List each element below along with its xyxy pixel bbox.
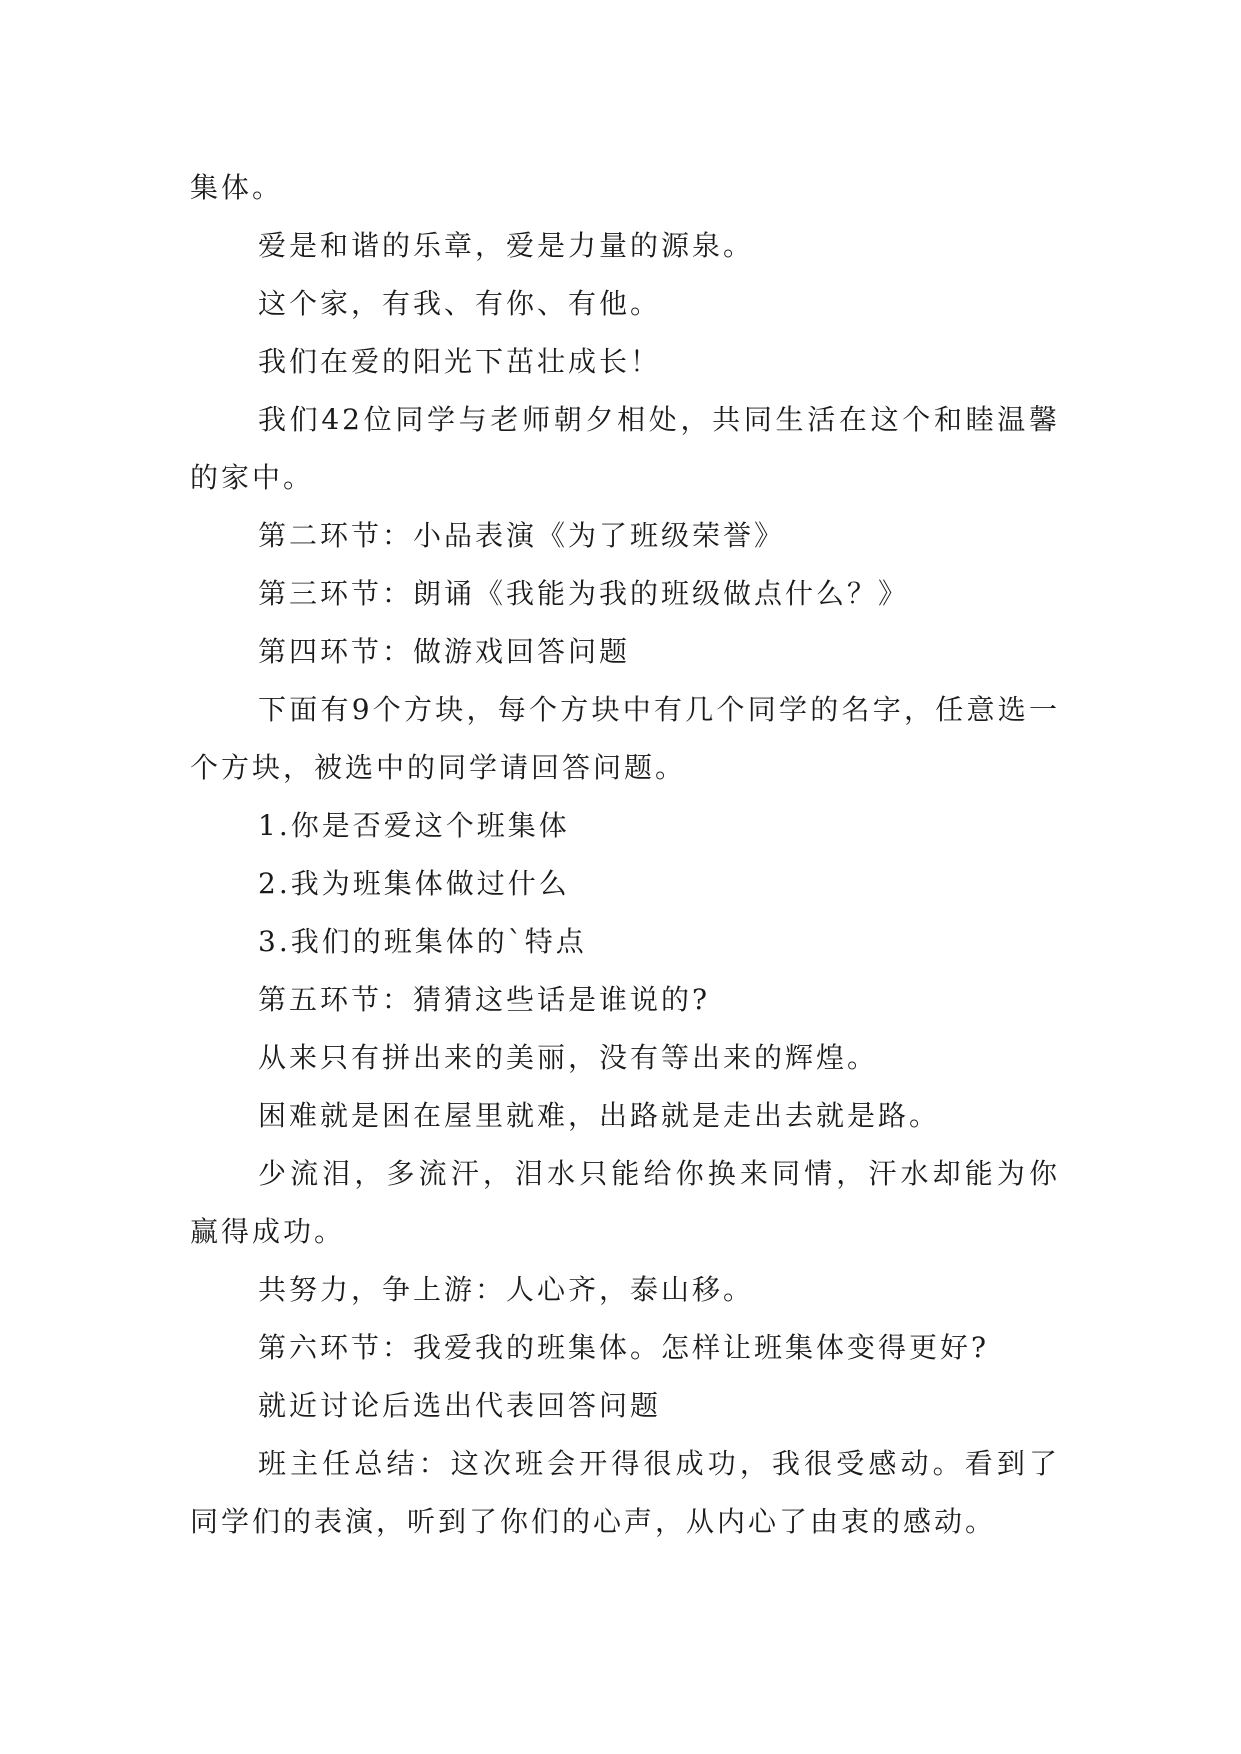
section-heading: 第二环节：小品表演《为了班级荣誉》 [258,519,786,552]
paragraph: 共努力，争上游：人心齐，泰山移。 [258,1273,755,1306]
section-heading: 第三环节：朗诵《我能为我的班级做点什么？》 [258,577,910,610]
paragraph: 困难就是困在屋里就难，出路就是走出去就是路。 [258,1099,941,1132]
paragraph: 这个家，有我、有你、有他。 [258,287,662,320]
paragraph: 我们在爱的阳光下茁壮成长！ [258,345,662,378]
list-item: 3.我们的班集体的`特点 [258,925,587,958]
paragraph: 爱是和谐的乐章，爱是力量的源泉。 [258,229,755,262]
section-heading: 第六环节：我爱我的班集体。怎样让班集体变得更好? [258,1331,990,1364]
list-item: 2.我为班集体做过什么 [258,867,570,900]
paragraph: 从来只有拼出来的美丽，没有等出来的辉煌。 [258,1041,879,1074]
paragraph: 下面有9个方块，每个方块中有几个同学的名字，任意选一个方块，被选中的同学请回答问题。 [190,693,1060,784]
paragraph: 我们42位同学与老师朝夕相处，共同生活在这个和睦温馨的家中。 [190,403,1060,494]
list-item: 1.你是否爱这个班集体 [258,809,570,842]
document-body [190,159,1060,1551]
paragraph: 班主任总结：这次班会开得很成功，我很受感动。看到了同学们的表演，听到了你们的心声，从内心了由衷的感动。 [190,1447,1060,1538]
section-heading: 第五环节：猜猜这些话是谁说的? [258,983,711,1016]
paragraph: 集体。 [190,171,284,204]
paragraph: 少流泪，多流汗，泪水只能给你换来同情，汗水却能为你赢得成功。 [190,1157,1060,1248]
section-heading: 第四环节：做游戏回答问题 [258,635,631,668]
paragraph: 就近讨论后选出代表回答问题 [258,1389,662,1422]
